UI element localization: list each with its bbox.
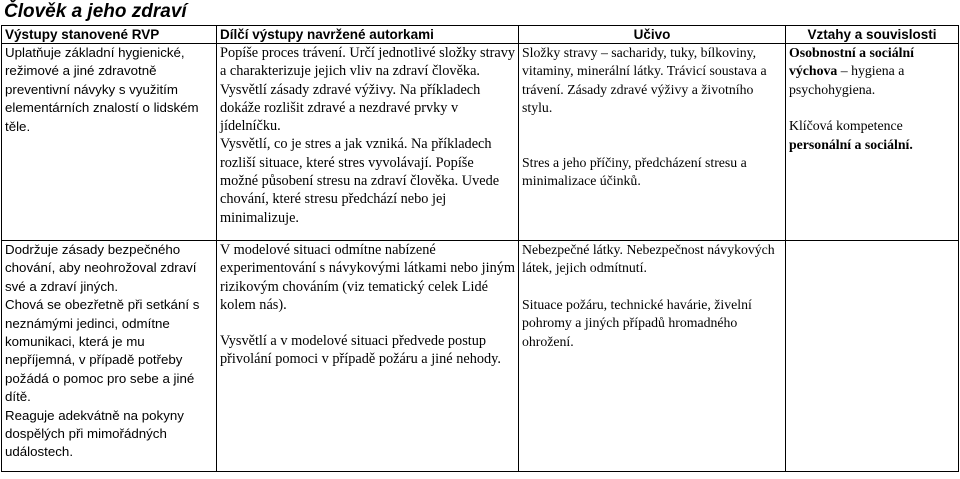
cell-relations-empty <box>786 241 959 472</box>
relation-rest: – hygiena a psychohygiena. <box>789 63 905 97</box>
cell-curriculum <box>519 44 786 241</box>
column-header-relations: Vztahy a souvislosti <box>786 26 959 44</box>
table-row <box>2 241 959 472</box>
cell-curriculum <box>519 241 786 472</box>
rvp-paragraph: Dodržuje zásady bezpečného chování, aby neohrožoval zdraví své a zdraví jiných. <box>5 242 197 294</box>
table-row <box>2 44 959 241</box>
table-header-row <box>2 26 959 44</box>
curriculum-paragraph: Stres a jeho příčiny, předcházení stresu a minimalizace účinků. <box>522 154 747 189</box>
relation-text <box>789 44 955 99</box>
curriculum-paragraph: Nebezpečné látky. Nebezpečnost návykových látek, jejich odmítnutí. <box>522 242 775 276</box>
competence-label: Klíčová kompetence <box>789 118 903 134</box>
relation-bold: Osobnostní a sociální výchova <box>789 45 914 79</box>
curriculum-paragraph: Složky stravy – sacharidy, tuky, bílkoviny, vitaminy, minerální látky. Trávicí soustava a trávení. Zásady zdravé výživy a životního stylu. <box>522 45 767 116</box>
output-paragraph: Popíše proces trávení. Určí jednotlivé složky stravy a charakterizuje jejich vliv na zdraví člověka. Vysvětlí zásady zdravé výživy. Na příkladech dokáže rozlišit zdravé a nezdravé prvky v jídelníčku. <box>220 45 515 135</box>
curriculum-table <box>1 25 959 472</box>
cell-outputs <box>217 44 519 241</box>
curriculum-paragraph: Situace požáru, technické havárie, živelní pohromy a jiných případů hromadného ohrožení. <box>522 296 752 349</box>
competence-text <box>789 117 955 154</box>
output-paragraph: Vysvětlí, co je stres a jak vzniká. Na příkladech rozliší situace, které stres vyvolávají. Popíše možné působení stresu na zdraví člověka. Uvede chování, které stresu předchází nebo jej minimalizuje. <box>220 136 500 226</box>
cell-rvp <box>2 44 217 241</box>
cell-relations <box>786 44 959 241</box>
column-header-outputs: Dílčí výstupy navržené autorkami <box>217 26 519 44</box>
column-header-rvp: Výstupy stanovené RVP <box>2 26 217 44</box>
page-title: Člověk a jeho zdraví <box>4 1 187 22</box>
rvp-paragraph: Chová se obezřetně při setkání s neznámými jedinci, odmítne komunikaci, která je mu nepříjemná, v případě potřeby požádá o pomoc pro sebe a jiné dítě. <box>5 297 200 405</box>
rvp-text: Uplatňuje základní hygienické, režimové a jiné zdravotně preventivní návyky s využitím elementárních znalostí o lidském těle. <box>5 45 199 134</box>
rvp-paragraph: Reaguje adekvátně na pokyny dospělých při mimořádných událostech. <box>5 407 184 460</box>
cell-rvp <box>2 241 217 472</box>
competence-bold: personální a sociální. <box>789 136 913 152</box>
cell-outputs <box>217 241 519 472</box>
column-header-curriculum: Učivo <box>519 26 786 44</box>
output-paragraph: Vysvětlí a v modelové situaci předvede postup přivolání pomoci v případě požáru a jiné nehody. <box>220 333 501 368</box>
output-paragraph: V modelové situaci odmítne nabízené experimentování s návykovými látkami nebo jiným rizikovým chováním (viz tematický celek Lidé kolem nás). <box>220 242 516 313</box>
